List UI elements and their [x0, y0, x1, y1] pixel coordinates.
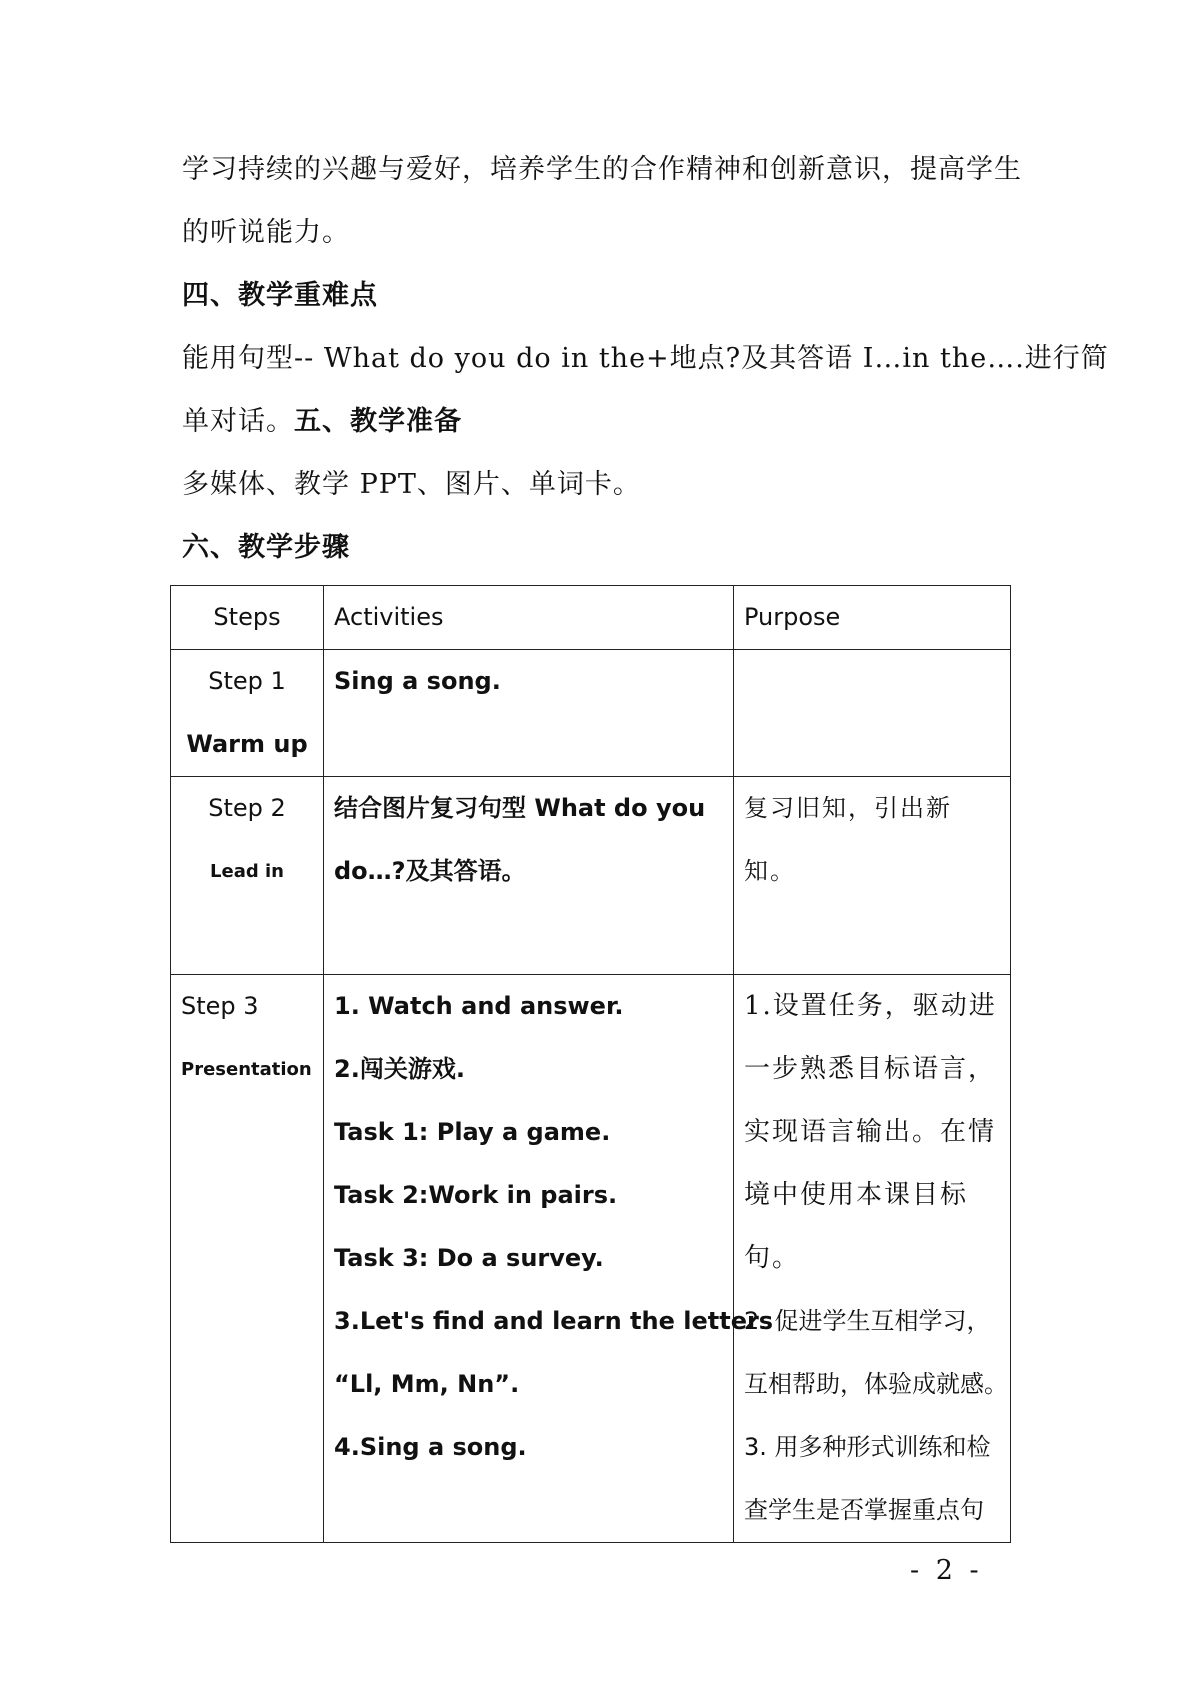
header-steps: Steps: [171, 586, 324, 650]
step-1-cell: [171, 650, 324, 777]
section-5-heading: 五、教学准备: [294, 406, 462, 437]
step-3-activity-7: “Ll, Mm, Nn”.: [334, 1370, 520, 1398]
section-4-heading: 四、教学重难点: [182, 280, 378, 311]
step-3-purpose: [734, 975, 1011, 1543]
step-3-activity-3: Task 1: Play a game.: [334, 1118, 611, 1146]
step-3-purpose-2: 一步熟悉目标语言，: [744, 1054, 997, 1084]
table-row-step-1: [171, 650, 1011, 777]
step-3-activity-8: 4.Sing a song.: [334, 1433, 527, 1461]
step-1-stage: Warm up: [186, 730, 308, 758]
step-1-activity-1: Sing a song.: [334, 667, 501, 695]
step-3-activity-2: 2.闯关游戏.: [334, 1055, 465, 1083]
step-2-stage: Lead in: [210, 861, 284, 882]
step-1-label: Step 1: [208, 667, 286, 695]
step-3-activities: [324, 975, 774, 1543]
step-2-label: Step 2: [208, 794, 286, 822]
step-2-activities: [324, 777, 734, 975]
table-header-row: [171, 586, 1011, 650]
step-2-activity-2: do…?及其答语。: [334, 857, 526, 885]
section-4-line-2: [182, 390, 1022, 453]
table-row-step-3: [171, 975, 1011, 1543]
step-3-purpose-7: 互相帮助，体验成就感。: [744, 1370, 1008, 1398]
step-3-label: Step 3: [181, 992, 259, 1020]
step-3-purpose-5: 句。: [744, 1243, 801, 1273]
step-2-purpose: [734, 777, 1011, 975]
section-5-body: 多媒体、教学 PPT、图片、单词卡。: [182, 469, 641, 500]
step-3-stage: Presentation: [181, 1059, 312, 1080]
step-3-purpose-4: 境中使用本课目标: [744, 1180, 969, 1210]
header-purpose: Purpose: [734, 586, 1011, 650]
step-1-activities: [324, 650, 734, 777]
step-3-purpose-9: 查学生是否掌握重点句: [744, 1496, 984, 1524]
step-3-activity-4: Task 2:Work in pairs.: [334, 1181, 618, 1209]
step-2-activity-1: 结合图片复习句型 What do you: [334, 794, 706, 822]
step-3-activity-1: 1. Watch and answer.: [334, 992, 624, 1020]
step-2-cell: [171, 777, 324, 975]
table-row-step-2: [171, 777, 1011, 975]
step-1-purpose: [734, 650, 1011, 777]
step-2-purpose-1: 复习旧知，引出新: [744, 794, 952, 822]
page-number: - 2 -: [910, 1555, 983, 1586]
section-4-line-2-text: 单对话。: [182, 406, 294, 437]
step-3-purpose-6: 2. 促进学生互相学习，: [744, 1307, 991, 1335]
step-3-activity-5: Task 3: Do a survey.: [334, 1244, 604, 1272]
intro-line-2: 的听说能力。: [182, 217, 350, 248]
step-3-purpose-1: 1.设置任务，驱动进: [744, 991, 997, 1021]
intro-line-1: 学习持续的兴趣与爱好，培养学生的合作精神和创新意识，提高学生: [182, 154, 1022, 185]
step-3-activity-6: 3.Let's find and learn the letters: [334, 1307, 774, 1335]
step-2-purpose-2: 知。: [744, 857, 796, 885]
header-activities: Activities: [324, 586, 734, 650]
step-3-cell: [171, 975, 324, 1543]
section-6-heading: 六、教学步骤: [182, 532, 350, 563]
section-4-line-1: 能用句型-- What do you do in the+地点?及其答语 I…in the….进行简: [182, 343, 1109, 374]
step-3-purpose-3: 实现语言输出。在情: [744, 1117, 997, 1147]
step-3-purpose-8: 3. 用多种形式训练和检: [744, 1433, 991, 1461]
teaching-steps-table: [170, 585, 1011, 1543]
